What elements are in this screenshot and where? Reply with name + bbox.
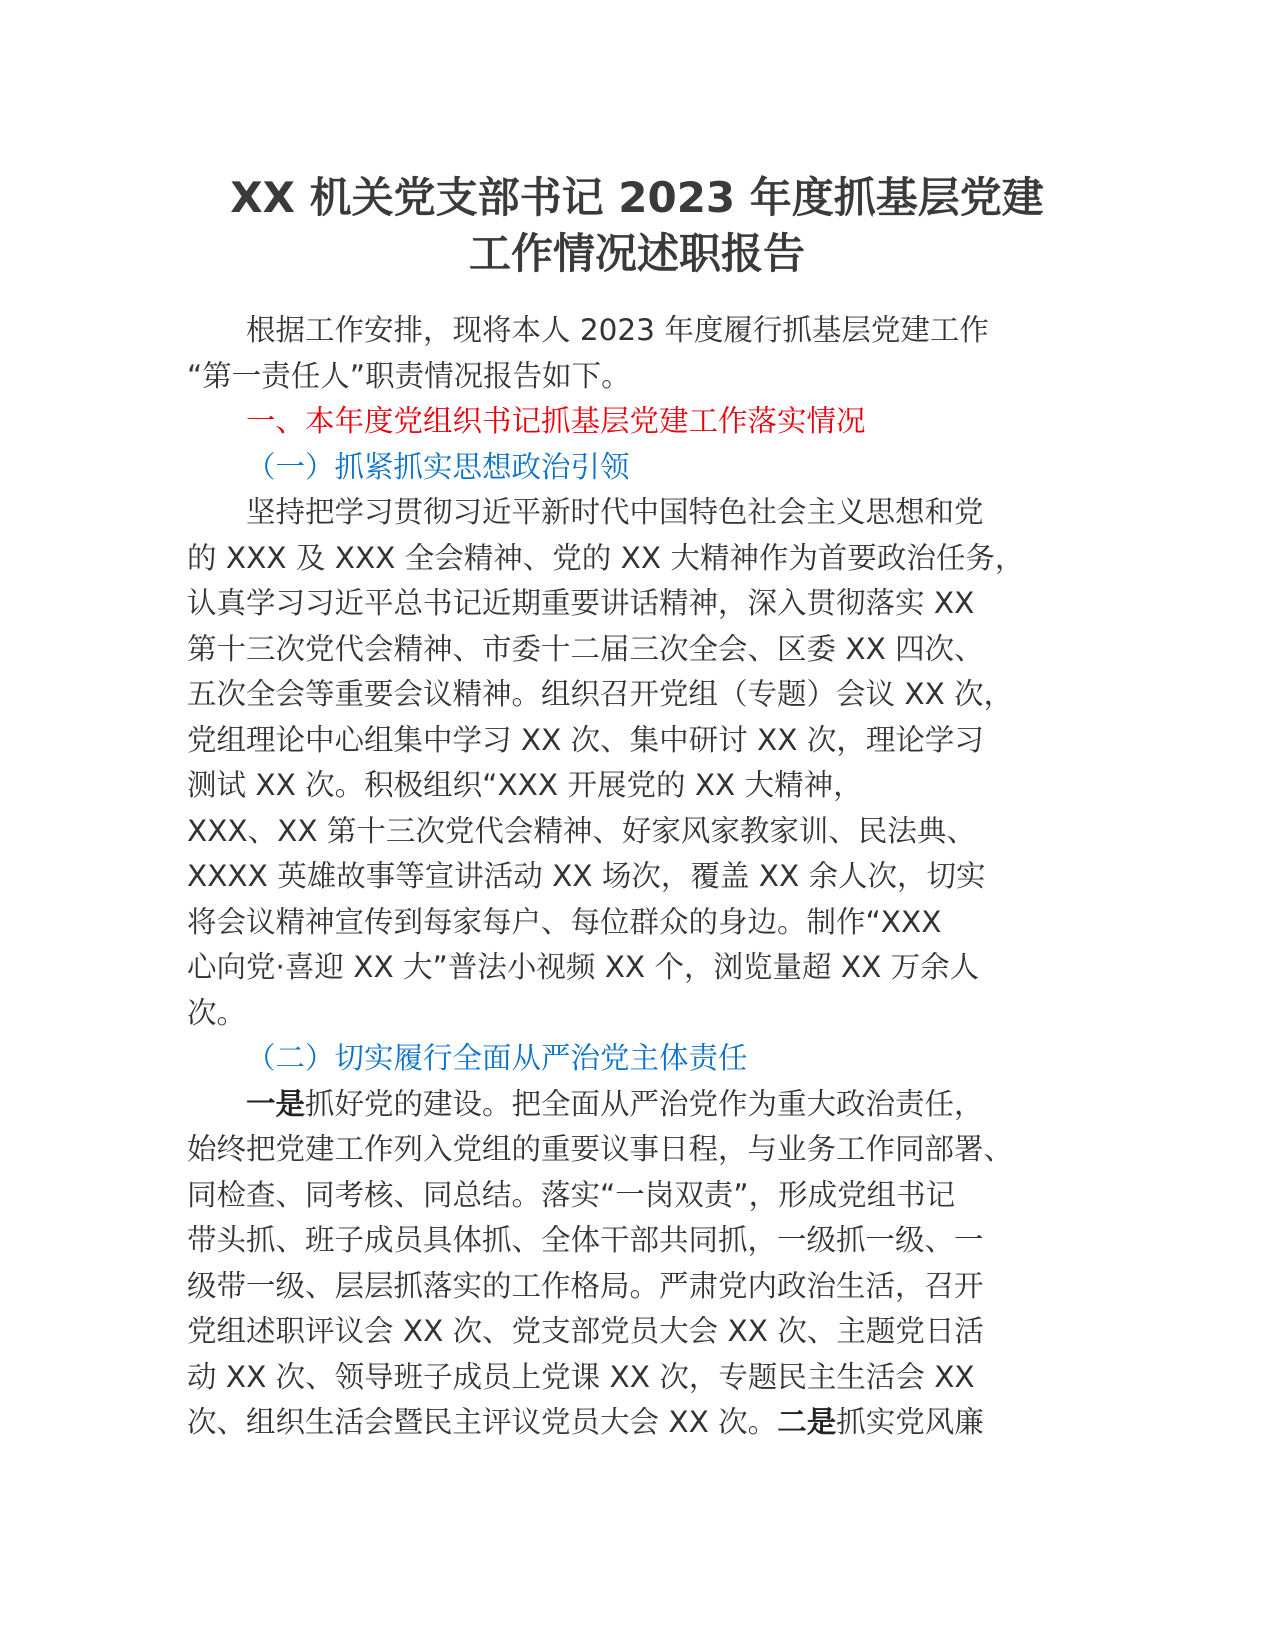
text-line: 党组理论中心组集中学习 XX 次、集中研讨 XX 次，理论学习 [187,722,984,757]
subsection-heading-1: （一）抓紧抓实思想政治引领 [246,449,630,484]
text-line: XXX、XX 第十三次党代会精神、好家风家教家训、民法典、 [187,813,976,848]
bold-lead-second: 二是 [777,1405,837,1439]
text-line: 五次全会等重要会议精神。组织召开党组（专题）会议 XX 次， [187,677,1014,711]
text-line: 坚持把学习贯彻习近平新时代中国特色社会主义思想和党 [246,495,984,529]
subsection-1-paragraph [187,490,1087,1036]
text-line: 认真学习习近平总书记近期重要讲话精神，深入贯彻落实 XX [187,586,975,620]
text-line [187,1400,1087,1446]
subsection-heading-2: （二）切实履行全面从严治党主体责任 [246,1041,748,1075]
text-line: XXXX 英雄故事等宣讲活动 XX 场次，覆盖 XX 余人次，切实 [187,859,986,893]
text-line: 次。 [187,995,247,1030]
document-title [187,170,1087,282]
text-line: 级带一级、层层抓落实的工作格局。严肃党内政治生活，召开 [187,1268,984,1303]
text-line: 测试 XX 次。积极组织“XXX 开展党的 XX 大精神， [187,768,863,802]
section-heading-1: 一、本年度党组织书记抓基层党建工作落实情况 [246,404,866,438]
text-line: “第一责任人”职责情况报告如下。 [187,358,631,393]
text-line: 始终把党建工作列入党组的重要议事日程，与业务工作同部署、 [187,1132,1014,1166]
document-page [187,170,1087,1446]
text-line: 第十三次党代会精神、市委十二届三次全会、区委 XX 四次、 [187,631,984,666]
text-line: 心向党·喜迎 XX 大”普法小视频 XX 个，浏览量超 XX 万余人 [187,950,980,984]
text-line: 同检查、同考核、同总结。落实“一岗双责”，形成党组书记 [187,1177,956,1212]
text-line: 带头抓、班子成员具体抓、全体干部共同抓，一级抓一级、一 [187,1223,984,1257]
bold-lead-first: 一是 [246,1086,306,1121]
text-line: 党组述职评议会 XX 次、党支部党员大会 XX 次、主题党日活 [187,1314,984,1348]
subsection-2-paragraph [187,1082,1087,1446]
document-body [187,308,1087,1446]
text-line: 根据工作安排，现将本人 2023 年度履行抓基层党建工作 [246,313,989,347]
text-run: 抓实党风廉 [836,1405,984,1439]
intro-paragraph [187,308,1087,399]
text-line: 的 XXX 及 XXX 全会精神、党的 XX 大精神作为首要政治任务， [187,540,1025,575]
text-line: 动 XX 次、领导班子成员上党课 XX 次，专题民主生活会 XX [187,1359,975,1394]
text-line [187,1082,1087,1128]
text-run: 次、组织生活会暨民主评议党员大会 XX 次。 [187,1405,778,1439]
title-line-1: XX 机关党支部书记 2023 年度抓基层党建 [230,173,1044,222]
title-line-2: 工作情况述职报告 [468,229,805,278]
text-run: 抓好党的建设。把全面从严治党作为重大政治责任， [305,1086,984,1121]
text-line: 将会议精神宣传到每家每户、每位群众的身边。制作“XXX [187,904,942,939]
